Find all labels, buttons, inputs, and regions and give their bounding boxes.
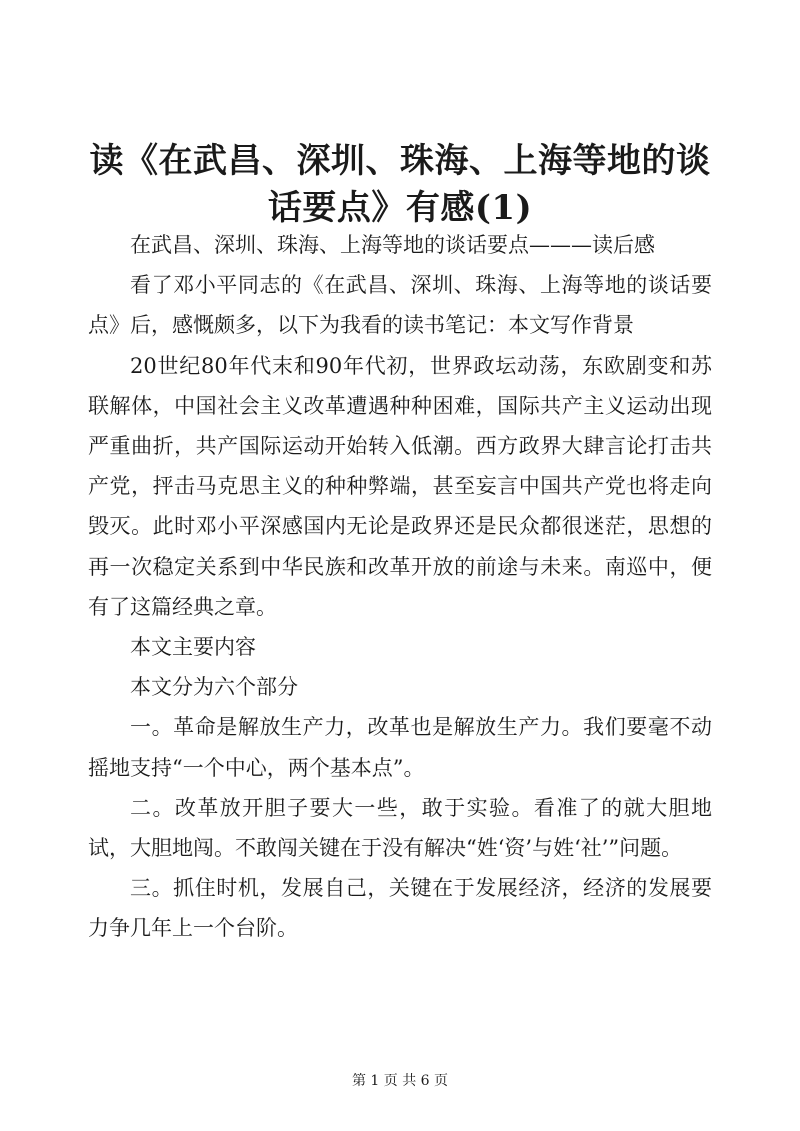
paragraph: 本文主要内容 [130, 635, 256, 660]
paragraph: 二。改革放开胆子要大一些，敢于实验。看准了的就大胆地试，大胆地闯。不敢闯关键在于没有解决“姓‘资’与姓‘社’”问题。 [88, 795, 712, 861]
paragraph: 三。抓住时机，发展自己，关键在于发展经济，经济的发展要力争几年上一个台阶。 [88, 876, 712, 941]
document-body [88, 225, 712, 949]
paragraph: 20世纪80年代末和90年代初，世界政坛动荡，东欧剧变和苏联解体，中国社会主义改革遭遇种种困难，国际共产主义运动出现严重曲折，共产国际运动开始转入低潮。西方政界大肆言论打击共产党，抨击马克思主义的种种弊端，甚至妄言中国共产党也将走向毁灭。此时邓小平深感国内无论是政界还是民众都很迷茫，思想的再一次稳定关系到中华民族和改革开放的前途与未来。南巡中，便有了这篇经典之章。 [88, 353, 712, 619]
document-title: 读《在武昌、深圳、珠海、上海等地的谈话要点》有感(1) [89, 141, 711, 228]
paragraph: 本文分为六个部分 [130, 675, 298, 700]
page-footer: 第 1 页 共 6 页 [351, 1073, 449, 1089]
paragraph: 一。革命是解放生产力，改革也是解放生产力。我们要毫不动摇地支持“一个中心，两个基本点”。 [88, 715, 712, 780]
paragraph: 在武昌、深圳、珠海、上海等地的谈话要点———读后感 [130, 233, 655, 257]
paragraph: 看了邓小平同志的《在武昌、深圳、珠海、上海等地的谈话要点》后，感慨颇多，以下为我看的读书笔记：本文写作背景 [88, 273, 712, 338]
